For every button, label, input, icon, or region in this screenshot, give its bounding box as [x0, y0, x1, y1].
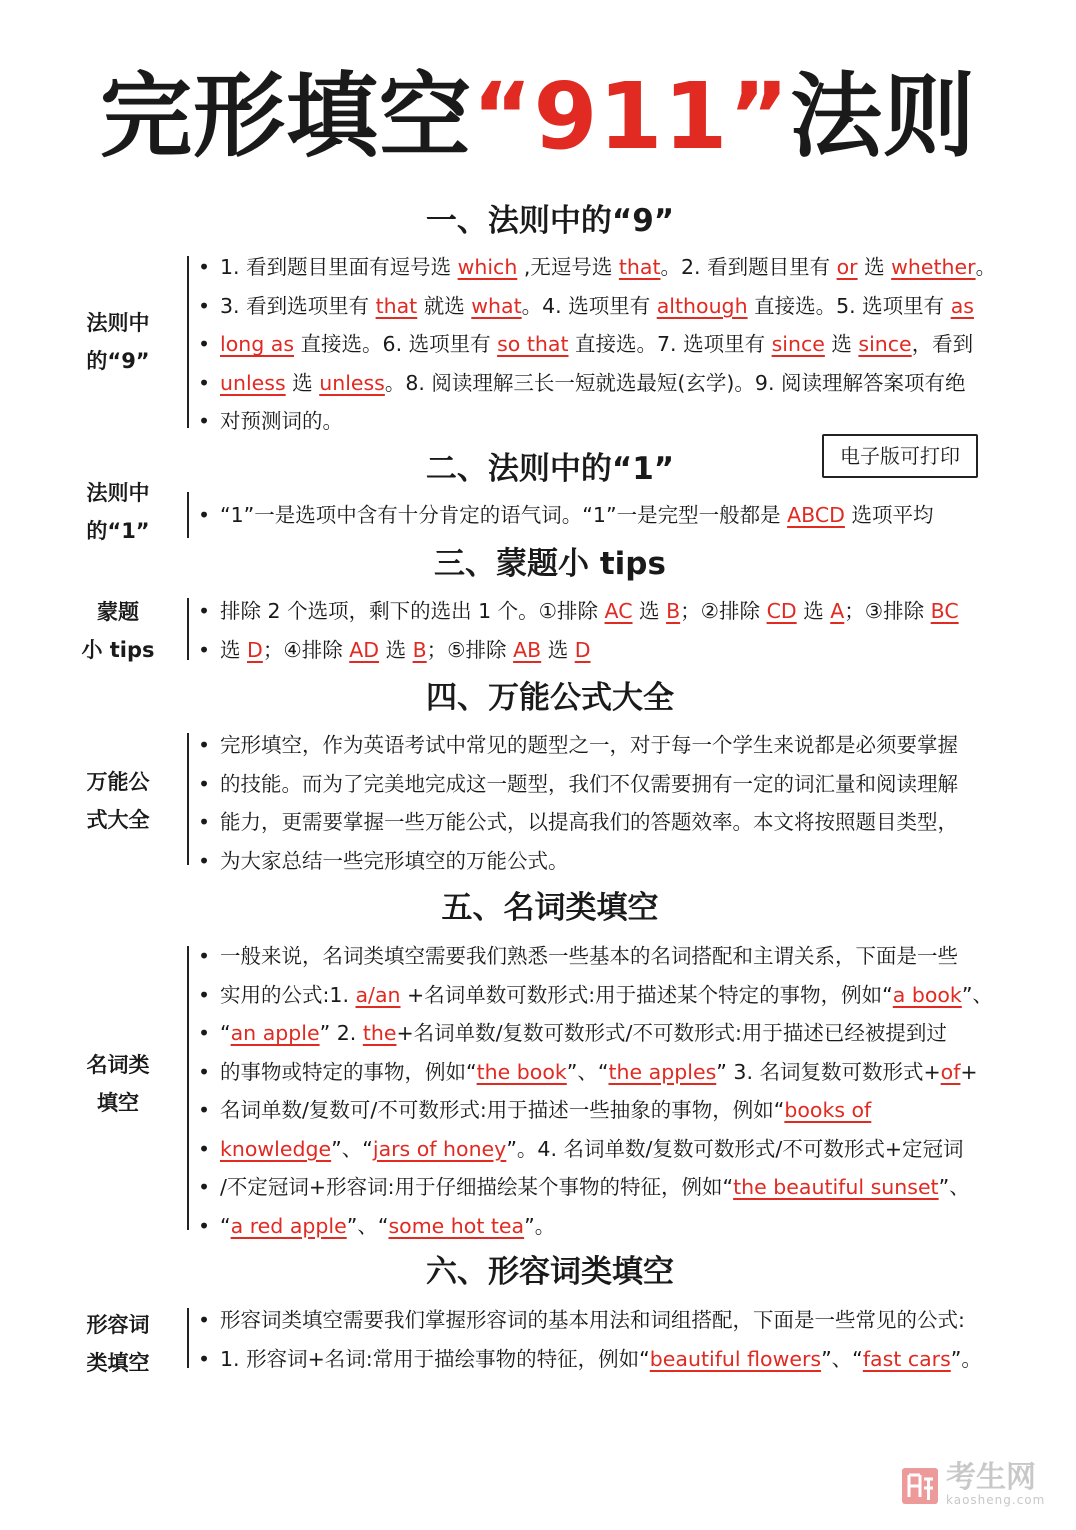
- body-text: 3. 看到选项里有: [220, 293, 376, 318]
- body-text: ” 2.: [319, 1021, 363, 1045]
- body-text: “: [220, 1213, 231, 1238]
- body-line: [198, 287, 1038, 326]
- section-6-body: [198, 1301, 1038, 1378]
- body-line: [198, 1053, 1038, 1092]
- section-2-body: [198, 496, 1038, 535]
- highlight-keyword: a red apple: [230, 1213, 347, 1238]
- body-line: [198, 1207, 1038, 1246]
- highlight-keyword: what: [471, 293, 522, 318]
- section-1-bar: [187, 256, 189, 428]
- highlight-keyword: ABCD: [787, 503, 845, 527]
- body-line: [198, 1301, 1038, 1340]
- body-text: 选: [857, 255, 892, 279]
- highlight-keyword: B: [666, 599, 681, 623]
- body-text: “: [220, 1021, 231, 1045]
- side-line: 形容词: [86, 1313, 150, 1337]
- watermark-logo: [900, 1462, 1060, 1510]
- title-number: “911”: [472, 63, 790, 170]
- page-title: [0, 62, 1076, 172]
- body-text: 直接选。7. 选项里有: [568, 332, 772, 356]
- highlight-keyword: a/an: [355, 982, 401, 1007]
- highlight-keyword: unless: [220, 370, 286, 395]
- highlight-keyword: D: [574, 637, 591, 662]
- highlight-keyword: A: [830, 599, 845, 623]
- section-5-bar: [187, 946, 189, 1230]
- highlight-keyword: BC: [930, 599, 959, 623]
- body-text: ，看到: [911, 332, 974, 356]
- highlight-keyword: an apple: [230, 1021, 320, 1045]
- highlight-keyword: some hot tea: [388, 1213, 525, 1238]
- body-text: 。4. 选项里有: [521, 293, 657, 318]
- body-line: [198, 1340, 1038, 1379]
- body-text: 排除 2 个选项，剩下的选出 1 个。①排除: [220, 599, 605, 623]
- side-line: 填空: [97, 1091, 139, 1115]
- section-4-bar: [187, 733, 189, 865]
- section-4-side-label: [62, 763, 174, 839]
- highlight-keyword: AD: [349, 637, 380, 662]
- body-text: 选: [220, 637, 248, 662]
- brand-mark-icon: [900, 1466, 940, 1506]
- body-text: ”。: [950, 1346, 982, 1371]
- body-text: ”、“: [331, 1136, 373, 1161]
- section-5-heading: 五、名词类填空: [441, 890, 659, 926]
- section-1-heading: 一、法则中的“9”: [425, 203, 675, 239]
- title-part-3: 法则: [789, 63, 976, 170]
- side-line: 蒙题: [97, 600, 139, 624]
- side-line: 的“9”: [86, 349, 150, 373]
- body-text: 。8. 阅读理解三长一短就选最短(玄学)。9. 阅读理解答案项有绝: [384, 370, 966, 395]
- highlight-keyword: fast cars: [862, 1346, 951, 1371]
- body-line: [198, 842, 1038, 881]
- body-text: 直接选。5. 选项里有: [747, 293, 951, 318]
- highlight-keyword: beautiful flowers: [649, 1346, 822, 1371]
- body-line: [198, 937, 1038, 976]
- section-2-side-label: [62, 474, 174, 550]
- body-line: [198, 1130, 1038, 1169]
- body-text: 完形填空，作为英语考试中常见的题型之一，对于每一个学生来说都是必须要掌握: [220, 733, 958, 757]
- section-2-heading: 二、法则中的“1”: [425, 451, 675, 487]
- body-text: ”。4. 名词单数/复数可数形式/不可数形式+定冠词: [506, 1136, 964, 1161]
- body-text: 直接选。6. 选项里有: [294, 332, 498, 356]
- section-5-side-label: [62, 1046, 174, 1122]
- body-text: 名词单数/复数可/不可数形式:用于描述一些抽象的事物，例如“: [220, 1098, 785, 1122]
- side-line: 法则中: [86, 311, 150, 335]
- highlight-keyword: knowledge: [220, 1136, 332, 1161]
- section-6-bar: [187, 1308, 189, 1368]
- body-text: 能力，更需要掌握一些万能公式，以提高我们的答题效率。本文将按照题目类型，: [220, 810, 958, 834]
- body-line: [198, 1168, 1038, 1207]
- body-text: ”、“: [346, 1213, 389, 1238]
- body-text: 的技能。而为了完美地完成这一题型，我们不仅需要拥有一定的词汇量和阅读理解: [220, 771, 958, 796]
- body-text: 对预测词的。: [220, 409, 343, 433]
- section-4-heading: 四、万能公式大全: [426, 680, 674, 716]
- body-text: ；③排除: [844, 599, 931, 623]
- body-text: 。: [975, 255, 997, 279]
- body-text: ”、: [938, 1175, 970, 1199]
- side-line: 法则中: [86, 481, 150, 505]
- body-text: 的事物或特定的事物，例如“: [220, 1059, 477, 1084]
- highlight-keyword: the apples: [608, 1059, 717, 1084]
- section-6-side-label: [62, 1306, 174, 1382]
- highlight-keyword: as: [950, 293, 974, 318]
- section-4-body: [198, 726, 1038, 880]
- highlight-keyword: the: [362, 1021, 397, 1045]
- section-2-bar: [187, 492, 189, 538]
- body-line: [198, 248, 1038, 287]
- highlight-keyword: the book: [476, 1059, 567, 1084]
- body-text: 一般来说，名词类填空需要我们熟悉一些基本的名词搭配和主谓关系，下面是一些: [220, 944, 958, 968]
- body-text: 选: [824, 332, 859, 356]
- highlight-keyword: long as: [220, 332, 295, 356]
- body-line: [198, 631, 1038, 670]
- highlight-keyword: which: [457, 255, 518, 279]
- highlight-keyword: jars of honey: [372, 1136, 507, 1161]
- highlight-keyword: of: [940, 1059, 961, 1084]
- section-1-side-label: [62, 304, 174, 380]
- highlight-keyword: books of: [784, 1098, 872, 1122]
- section-5-body: [198, 937, 1038, 1245]
- highlight-keyword: whether: [891, 255, 976, 279]
- body-text: 1. 看到题目里面有逗号选: [220, 255, 458, 279]
- body-text: 。2. 看到题目里有: [660, 255, 837, 279]
- section-1-body: [198, 248, 1038, 441]
- highlight-keyword: the beautiful sunset: [733, 1175, 939, 1199]
- body-text: 选: [541, 637, 575, 662]
- body-text: ” 3. 名词复数可数形式+: [716, 1059, 941, 1084]
- body-text: 形容词类填空需要我们掌握形容词的基本用法和词组搭配，下面是一些常见的公式:: [220, 1308, 965, 1332]
- highlight-keyword: that: [375, 293, 418, 318]
- body-line: [198, 726, 1038, 765]
- body-line: [198, 976, 1038, 1015]
- watermark-brand: 考生网: [946, 1460, 1036, 1495]
- section-3-side-label: [62, 593, 174, 669]
- body-text: ；④排除: [262, 637, 350, 662]
- body-text: +名词单数/复数可数形式/不可数形式:用于描述已经被提到过: [396, 1021, 947, 1045]
- section-6-heading: 六、形容词类填空: [426, 1254, 674, 1290]
- body-text: 选: [796, 599, 831, 623]
- body-text: “1”一是选项中含有十分肯定的语气词。“1”一是完型一般都是: [220, 503, 788, 527]
- body-line: [198, 765, 1038, 804]
- highlight-keyword: that: [618, 255, 661, 279]
- highlight-keyword: AC: [604, 599, 633, 623]
- side-line: 的“1”: [86, 519, 150, 543]
- highlight-keyword: a book: [892, 982, 962, 1007]
- section-3-bar: [187, 598, 189, 660]
- body-line: [198, 1091, 1038, 1130]
- title-part-1: 完形填空: [99, 63, 472, 170]
- body-text: 选: [285, 370, 320, 395]
- highlight-keyword: so that: [497, 332, 569, 356]
- body-text: 就选: [417, 293, 472, 318]
- side-line: 名词类: [86, 1053, 150, 1077]
- highlight-keyword: although: [656, 293, 748, 318]
- highlight-keyword: CD: [766, 599, 797, 623]
- body-text: ；②排除: [680, 599, 767, 623]
- side-line: 类填空: [86, 1351, 150, 1375]
- body-text: 选: [379, 637, 413, 662]
- section-3-body: [198, 592, 1038, 669]
- body-text: 为大家总结一些完形填空的万能公式。: [220, 848, 569, 873]
- body-line: [198, 1014, 1038, 1053]
- body-text: 实用的公式:1.: [220, 982, 356, 1007]
- highlight-keyword: since: [858, 332, 912, 356]
- body-text: ”。: [524, 1213, 556, 1238]
- body-text: 选: [632, 599, 667, 623]
- highlight-keyword: D: [247, 637, 263, 662]
- print-stamp: 电子版可打印: [822, 434, 978, 478]
- side-line: 式大全: [86, 808, 150, 832]
- highlight-keyword: B: [412, 637, 427, 662]
- body-text: ；⑤排除: [426, 637, 514, 662]
- watermark-domain: kaosheng.com: [946, 1493, 1046, 1507]
- body-text: ,无逗号选: [517, 255, 619, 279]
- highlight-keyword: AB: [513, 637, 542, 662]
- highlight-keyword: unless: [319, 370, 385, 395]
- body-line: [198, 496, 1038, 535]
- body-line: [198, 592, 1038, 631]
- highlight-keyword: or: [836, 255, 858, 279]
- side-line: 小 tips: [81, 638, 155, 662]
- body-text: ”、: [961, 982, 993, 1007]
- body-text: +名词单数可数形式:用于描述某个特定的事物，例如“: [400, 982, 893, 1007]
- body-text: +: [960, 1059, 978, 1084]
- highlight-keyword: since: [771, 332, 825, 356]
- body-line: [198, 325, 1038, 364]
- body-text: ”、“: [821, 1346, 863, 1371]
- body-line: [198, 364, 1038, 403]
- body-line: [198, 803, 1038, 842]
- body-text: ”、“: [566, 1059, 609, 1084]
- side-line: 万能公: [86, 770, 150, 794]
- body-text: 选项平均: [844, 503, 934, 527]
- body-text: /不定冠词+形容词:用于仔细描绘某个事物的特征，例如“: [220, 1175, 734, 1199]
- section-3-heading: 三、蒙题小 tips: [434, 546, 666, 582]
- body-text: 1. 形容词+名词:常用于描绘事物的特征，例如“: [220, 1346, 650, 1371]
